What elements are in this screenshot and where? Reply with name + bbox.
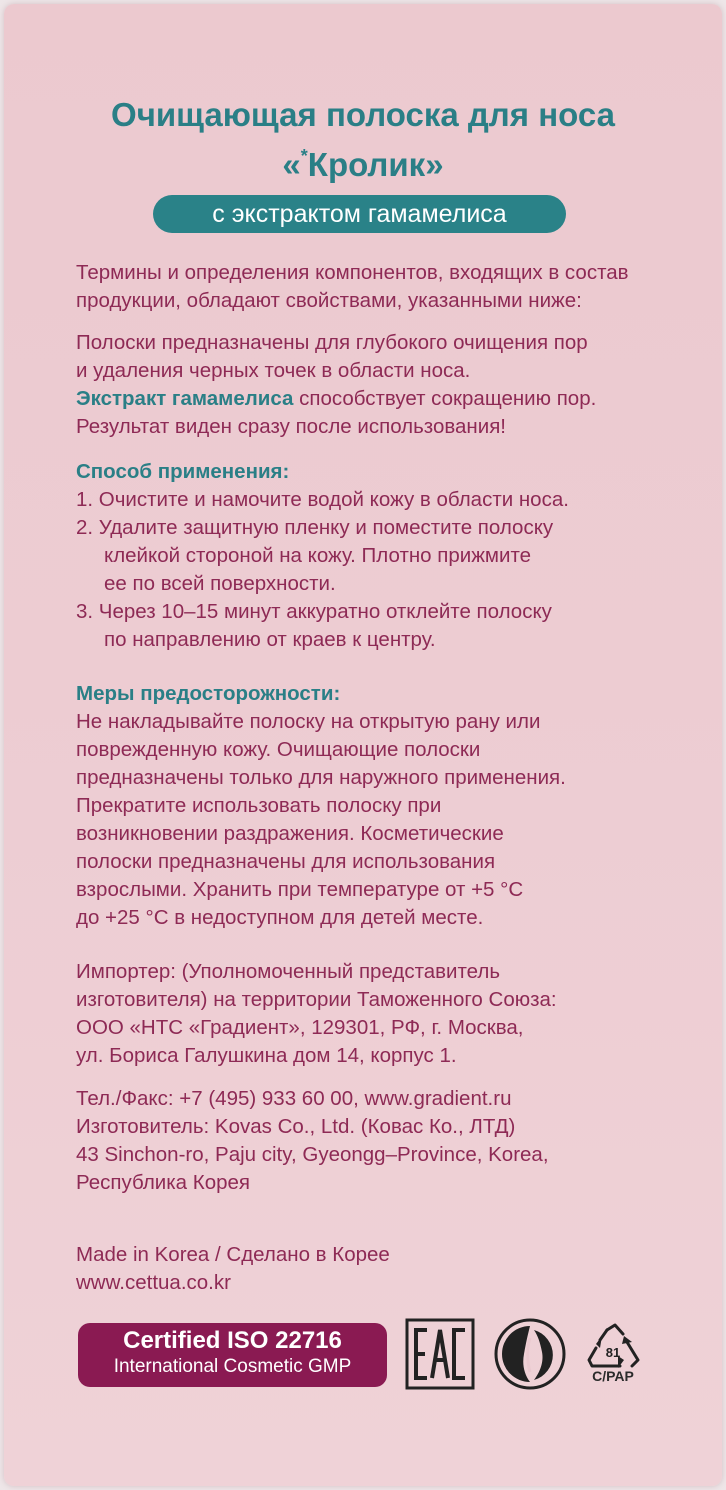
usage-heading: Способ применения: bbox=[76, 460, 290, 483]
usage-section: Способ применения: 1. Очистите и намочите водой кожу в области носа. 2. Удалите защитную пленку и поместите полоску клейкой стороной на кожу. Плотно прижмите ее по всей поверхности. 3. Через 10–15 минут аккуратно отклейте полоску по направлению от краев к центру. bbox=[76, 460, 569, 651]
product-name: «*Кролик» bbox=[282, 146, 444, 183]
intro-text: Термины и определения компонентов, входящих в состав продукции, обладают свойствами, указанными ниже: bbox=[76, 261, 629, 312]
description-text: Полоски предназначены для глубокого очищения пор и удаления черных точек в области носа. Экстракт гамамелиса способствует сокращению пор. Результат виден сразу после использования! bbox=[76, 331, 597, 438]
recycle-label: C/PAP bbox=[592, 1368, 634, 1384]
precautions-section: Меры предосторожности: Не накладывайте полоску на открытую рану или поврежденную кожу. Очищающие полоски предназначены только для наружного применения. Прекратите использовать полоску при возникновении раздражения. Косметические полоски предназначены для использования взрослыми. Хранить при температуре от +5 °С до +25 °С в недоступном для детей месте. bbox=[76, 682, 566, 929]
green-dot-icon bbox=[494, 1318, 566, 1390]
made-in: Made in Korea / Сделано в Корее bbox=[76, 1243, 390, 1266]
highlight-ingredient: Экстракт гамамелиса bbox=[76, 387, 294, 410]
product-title: Очищающая полоска для носа bbox=[111, 96, 615, 133]
iso-certificate-badge: Certified ISO 22716 International Cosmetic GMP bbox=[78, 1323, 387, 1387]
origin-info bbox=[76, 1241, 390, 1297]
recycle-number: 81 bbox=[605, 1345, 621, 1360]
contacts-info: Тел./Факс: +7 (495) 933 60 00, www.gradient.ru Изготовитель: Kovas Co., Ltd. (Ковас Ко., ЛТД) 43 Sinchon-ro, Paju city, Gyeongg–Province, Korea, Республика Корея bbox=[76, 1087, 549, 1194]
eac-mark-icon bbox=[405, 1318, 475, 1390]
usage-step: 3. Через 10–15 минут аккуратно отклейте полоску bbox=[76, 600, 552, 623]
subtitle-badge: с экстрактом гамамелиса bbox=[153, 195, 566, 233]
precautions-heading: Меры предосторожности: bbox=[76, 682, 341, 705]
website: www.cettua.co.kr bbox=[76, 1271, 231, 1294]
usage-step: 1. Очистите и намочите водой кожу в области носа. bbox=[76, 488, 569, 511]
importer-info: Импортер: (Уполномоченный представитель изготовителя) на территории Таможенного Союза: ООО «НТС «Градиент», 129301, РФ, г. Москва, ул. Бориса Галушкина дом 14, корпус 1. bbox=[76, 960, 557, 1067]
usage-step: 2. Удалите защитную пленку и поместите полоску bbox=[76, 516, 554, 539]
